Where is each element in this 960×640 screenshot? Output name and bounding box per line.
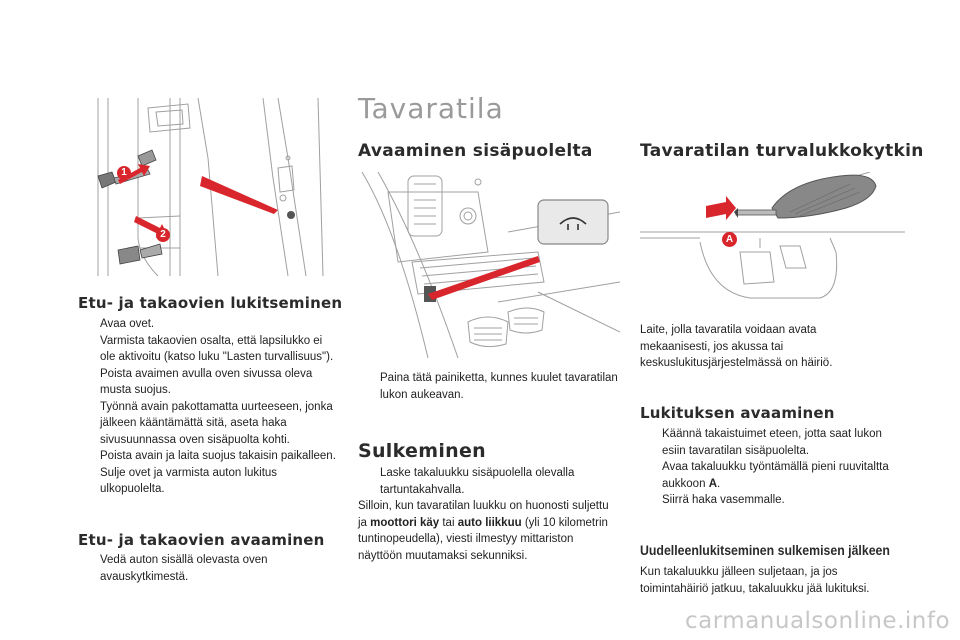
list-item: Poista avain ja laita suojus takaisin paikalleen.	[100, 450, 336, 462]
list-item: Paina tätä painiketta, kunnes kuulet tavaratilan lukon aukeavan.	[380, 372, 618, 401]
list-item: Sulje ovet ja varmista auton lukitus ulkopuolelta.	[100, 466, 278, 495]
list-item: Avaa ovet.	[100, 318, 155, 330]
unlock-heading: Lukituksen avaaminen	[640, 404, 835, 422]
unlock-steps-list	[640, 426, 905, 509]
list-item: Avaa takaluukku työntämällä pieni ruuvitaltta aukkoon A.	[662, 461, 889, 490]
callout-1-badge: 1	[117, 166, 131, 180]
trunk-lock-illustration	[640, 172, 905, 304]
callout-a-badge: A	[722, 232, 737, 247]
dashboard-button-illustration	[358, 172, 620, 358]
relock-paragraph: Kun takaluukku jälleen suljetaan, ja jos toimintahäiriö jatkuu, takaluukku jää lukituksi.	[640, 566, 870, 595]
list-item: Poista avaimen avulla oven sivussa oleva musta suojus.	[100, 367, 313, 396]
open-doors-heading: Etu- ja takaovien avaaminen	[78, 531, 325, 549]
page-title: Tavaratila	[358, 92, 504, 125]
list-item: Käännä takaistuimet eteen, jotta saat lukon esiin tavaratilan sisäpuolelta.	[662, 428, 882, 457]
list-item: Varmista takaovien osalta, että lapsilukko ei ole aktivoitu (katso luku "Lasten turvallisuus").	[100, 334, 334, 363]
open-inside-list	[358, 370, 620, 403]
lock-steps-list	[78, 316, 340, 498]
closing-heading: Sulkeminen	[358, 440, 486, 462]
lock-heading: Etu- ja takaovien lukitseminen	[78, 294, 343, 312]
safety-switch-heading: Tavaratilan turvalukkokytkin	[640, 141, 924, 161]
safety-paragraph: Laite, jolla tavaratila voidaan avata mekaanisesti, jos akussa tai keskuslukitusjärjestelmässä on häiriö.	[640, 324, 833, 369]
relock-heading: Uudelleenlukitseminen sulkemisen jälkeen	[640, 542, 890, 558]
door-lock-illustration	[78, 98, 336, 276]
list-item: Vedä auton sisällä olevasta oven avauskytkimestä.	[100, 554, 268, 583]
open-inside-heading: Avaaminen sisäpuolelta	[358, 141, 593, 161]
open-doors-list	[78, 552, 340, 585]
list-item: Siirrä haka vasemmalle.	[662, 494, 785, 506]
list-item: Laske takaluukku sisäpuolella olevalla tartuntakahvalla.	[380, 467, 575, 496]
list-item: Työnnä avain pakottamatta uurteeseen, jonka jälkeen kääntämättä sitä, aseta haka sivusuunnassa oven sisäpuolta kohti.	[100, 400, 333, 446]
closing-list	[358, 465, 620, 498]
closing-paragraph: Silloin, kun tavaratilan luukku on huonosti suljettu ja moottori käy tai auto liikkuu (yli 10 kilometrin tuntinopeudella), viesti ilmestyy mittariston näyttöön muutamaksi sekunniksi.	[358, 500, 609, 562]
footer-watermark: carmanualsonline.info	[685, 608, 951, 634]
callout-2-badge: 2	[156, 228, 170, 242]
